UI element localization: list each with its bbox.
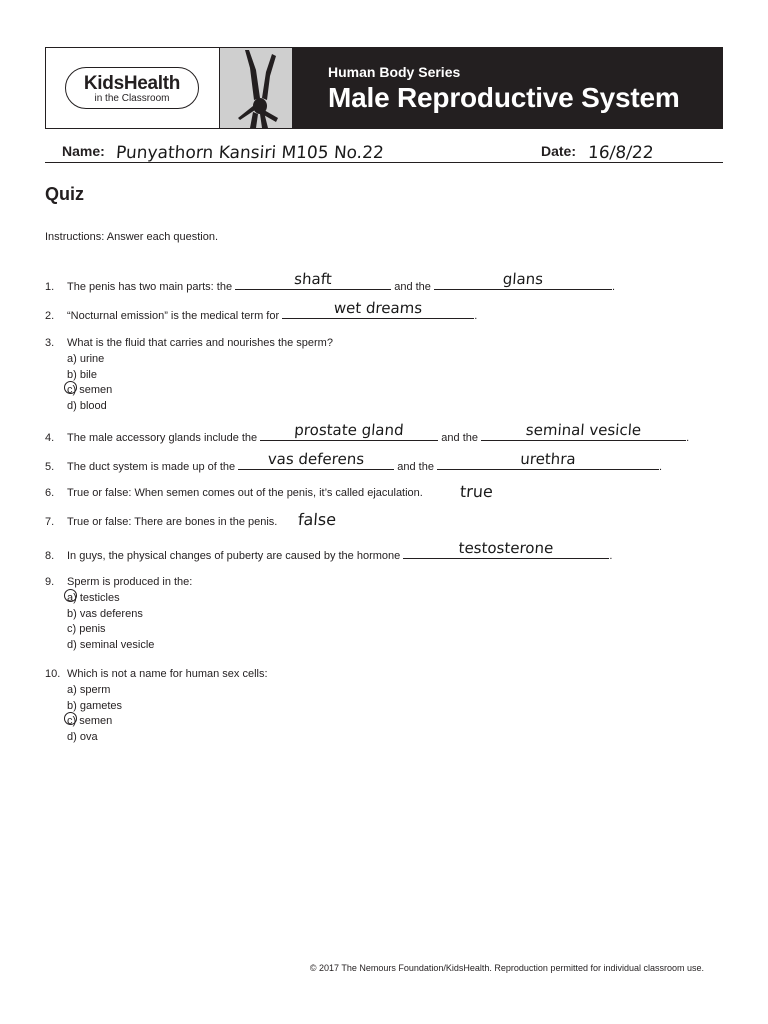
logo-sub-text: in the Classroom xyxy=(94,93,170,104)
option-d[interactable]: d) blood xyxy=(67,400,107,413)
question-number: 3. xyxy=(45,337,55,349)
option-b[interactable]: b) gametes xyxy=(67,699,123,712)
answer-text: urethra xyxy=(519,450,577,468)
selection-circle xyxy=(64,589,77,602)
option-d[interactable]: d) ova xyxy=(67,731,98,744)
name-value[interactable]: Punyathorn Kansiri M105 No.22 xyxy=(115,143,385,163)
quiz-heading: Quiz xyxy=(45,184,84,204)
option-d[interactable]: d) seminal vesicle xyxy=(67,639,155,652)
instructions: Instructions: Answer each question. xyxy=(45,231,219,243)
question-5 xyxy=(45,450,663,473)
option-list xyxy=(45,352,333,415)
question-end: . xyxy=(659,461,663,473)
question-number: 6. xyxy=(45,487,55,499)
question-number: 2. xyxy=(45,310,55,322)
answer-text: seminal vesicle xyxy=(525,421,642,439)
question-1 xyxy=(45,270,616,293)
option-c-selected[interactable] xyxy=(67,714,268,730)
answer-blank[interactable] xyxy=(481,421,686,441)
date-label: Date: xyxy=(541,143,577,159)
question-text: Sperm is produced in the: xyxy=(67,576,193,588)
answer-text: testosterone xyxy=(458,539,555,557)
answer-blank[interactable] xyxy=(282,299,474,319)
answer-text: vas deferens xyxy=(267,450,365,468)
question-number: 5. xyxy=(45,461,55,473)
option-c[interactable]: c) penis xyxy=(67,623,106,636)
answer-text: wet dreams xyxy=(333,299,423,317)
question-end: . xyxy=(611,281,616,293)
copyright-footer: © 2017 The Nemours Foundation/KidsHealth. Reproduction permitted for individual classroom use. xyxy=(309,963,704,973)
question-9 xyxy=(45,575,192,654)
answer-text: shaft xyxy=(293,270,333,288)
series-label: Human Body Series xyxy=(328,64,461,80)
answer-text: prostate gland xyxy=(293,421,405,439)
title-banner xyxy=(293,48,722,128)
option-a[interactable]: a) sperm xyxy=(67,683,111,696)
answer-blank[interactable] xyxy=(260,421,438,441)
question-number: 4. xyxy=(45,432,55,444)
question-3 xyxy=(45,336,333,415)
question-text: In guys, the physical changes of puberty are caused by the hormone xyxy=(67,550,401,562)
question-text: “Nocturnal emission” is the medical term for xyxy=(67,310,280,322)
option-label: a) testicles xyxy=(67,591,120,604)
answer-blank[interactable] xyxy=(238,450,394,470)
date-value[interactable]: 16/8/22 xyxy=(587,143,655,163)
option-list xyxy=(45,683,268,746)
option-label: c) semen xyxy=(67,384,113,397)
option-label: c) semen xyxy=(67,715,113,728)
question-text: and the xyxy=(397,461,434,473)
question-text: The duct system is made up of the xyxy=(67,461,236,473)
question-text: Which is not a name for human sex cells: xyxy=(67,668,268,680)
question-text: The male accessory glands include the xyxy=(67,432,258,444)
option-a-selected[interactable] xyxy=(67,591,192,607)
question-10 xyxy=(45,667,268,746)
question-end: . xyxy=(686,432,690,444)
question-2 xyxy=(45,299,478,322)
name-date-rule xyxy=(45,162,723,163)
question-text: True or false: When semen comes out of the penis, it’s called ejaculation. xyxy=(67,487,423,499)
question-number: 9. xyxy=(45,576,55,588)
logo-area xyxy=(46,48,219,128)
answer-blank[interactable] xyxy=(437,450,659,470)
answer-blank[interactable] xyxy=(235,270,391,290)
question-4 xyxy=(45,421,690,444)
option-b[interactable]: b) vas deferens xyxy=(67,607,143,620)
answer-text: glans xyxy=(502,270,544,288)
worksheet-title: Male Reproductive System xyxy=(328,82,680,113)
answer-text[interactable]: true xyxy=(459,482,494,501)
option-c-selected[interactable] xyxy=(67,383,333,399)
question-8 xyxy=(45,539,613,562)
option-list xyxy=(45,591,192,654)
answer-text[interactable]: false xyxy=(297,510,337,529)
option-a[interactable]: a) urine xyxy=(67,352,105,365)
question-text: True or false: There are bones in the penis. xyxy=(67,516,278,528)
question-number: 1. xyxy=(45,281,55,293)
kidshealth-logo xyxy=(65,67,199,109)
question-text: and the xyxy=(394,281,431,293)
question-number: 7. xyxy=(45,516,55,528)
logo-main-text: KidsHealth xyxy=(83,73,181,94)
worksheet-header xyxy=(45,47,723,129)
question-number: 8. xyxy=(45,550,55,562)
name-label: Name: xyxy=(62,143,105,159)
question-number: 10. xyxy=(45,668,61,680)
answer-blank[interactable] xyxy=(403,539,609,559)
answer-blank[interactable] xyxy=(434,270,612,290)
option-b[interactable]: b) bile xyxy=(67,368,97,381)
question-text: The penis has two main parts: the xyxy=(67,281,233,293)
question-text: and the xyxy=(441,432,478,444)
question-end: . xyxy=(474,310,478,322)
question-text: What is the fluid that carries and nourishes the sperm? xyxy=(67,337,333,349)
question-7 xyxy=(45,516,277,528)
question-6 xyxy=(45,487,423,499)
question-end: . xyxy=(609,550,613,562)
cartwheel-photo xyxy=(219,48,293,128)
